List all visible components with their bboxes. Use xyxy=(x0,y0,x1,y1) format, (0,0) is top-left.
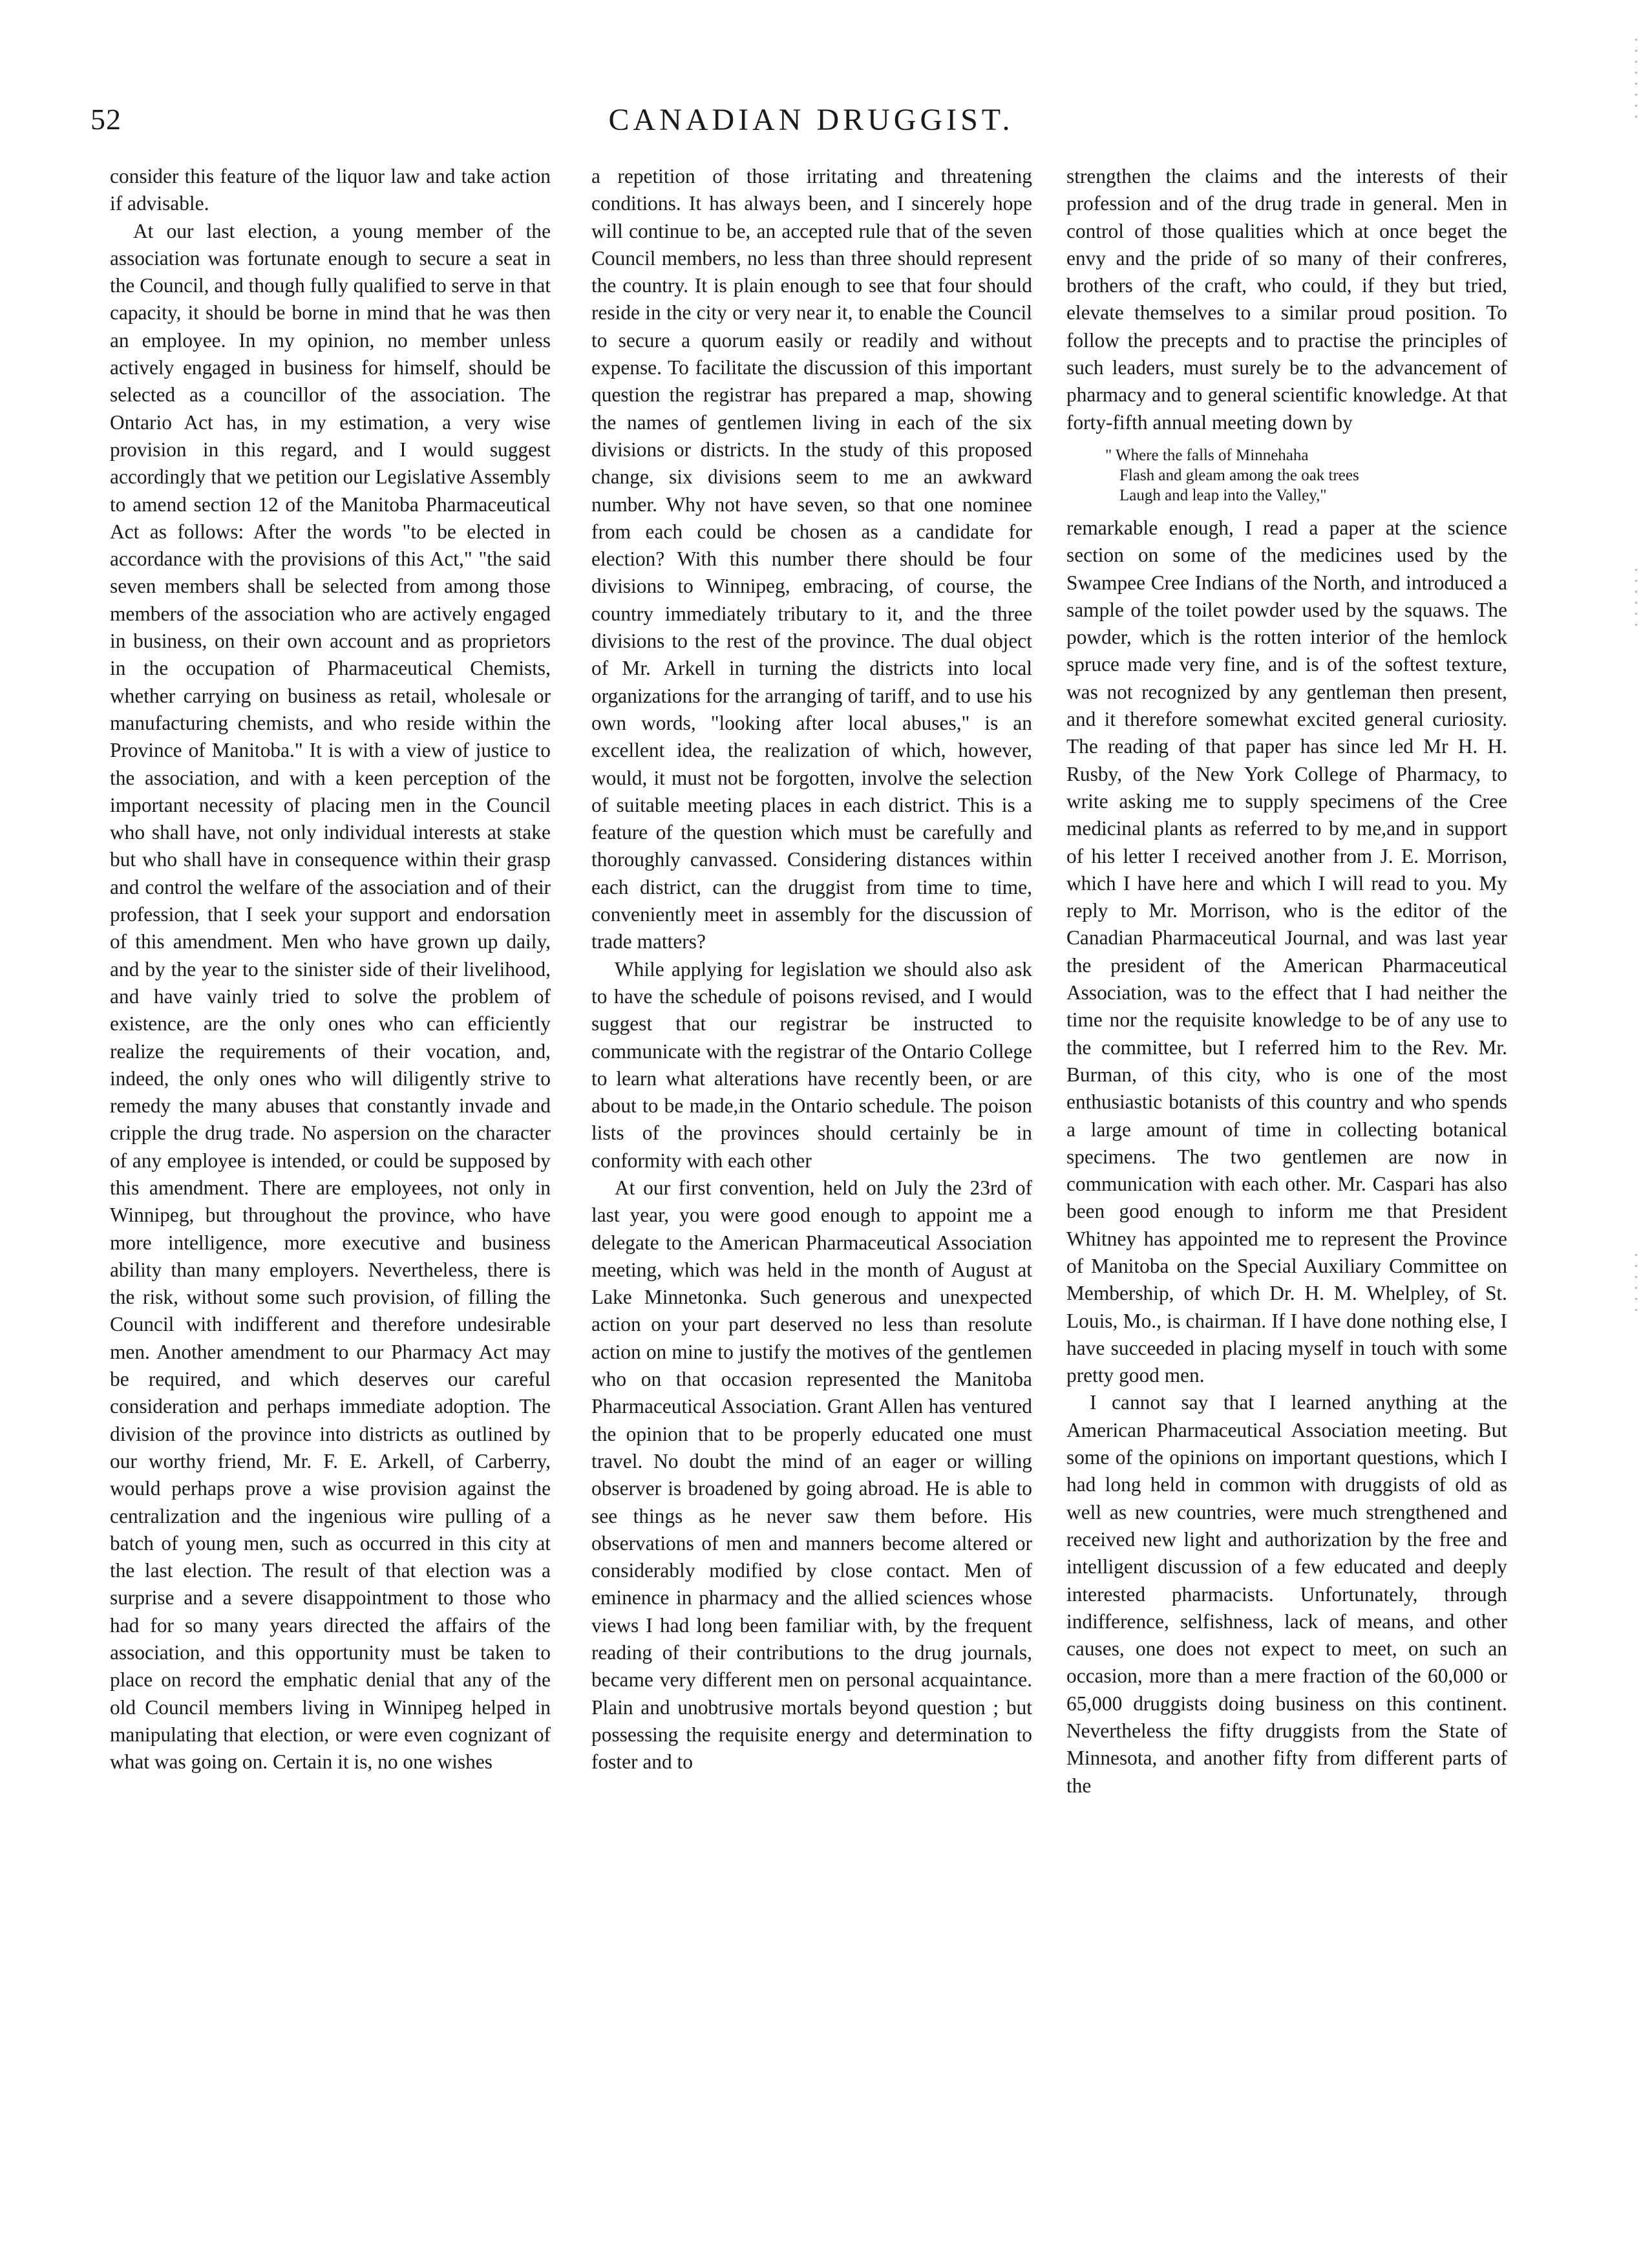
paragraph: strengthen the claims and the interests of their profession and of the drug trade in general. Men in control of those qualities which at once beget the envy and the pride of so many of their confreres, brothers of the craft, who could, if they but tried, elevate themselves to a similar proud position. To follow the precepts and to practise the principles of such leaders, must surely be to the advancement of pharmacy and to general scientific knowledge. At that forty-fifth annual meeting down by xyxy=(1066,165,1507,434)
scan-margin-marks xyxy=(1635,1254,1638,1320)
scan-margin-marks xyxy=(1635,569,1638,635)
page-header xyxy=(90,102,1532,147)
paragraph: At our first convention, held on July the 23rd of last year, you were good enough to appoint me a delegate to the American Pharmaceutical Association meeting, which was held in the month of August at Lake Minnetonka. Such generous and unexpected action on your part deserved no less than resolute action on mine to justify the motives of the gentlemen who on that occasion represented the Manitoba Pharmaceutical Association. Grant Allen has ventured the opinion that to be properly educated one must travel. No doubt the mind of an eager or willing observer is broadened by going abroad. He is able to see things as he never saw them before. His observations of men and manners become altered or considerably modified by close contact. Men of eminence in pharmacy and the allied sciences whose views I had long been familiar with, by the frequent reading of their contributions to the drug journals, became very different men on personal acquaintance. Plain and unobtrusive mortals beyond question ; but possessing the requisite energy and determination to foster and to xyxy=(591,1176,1032,1774)
text-column-2 xyxy=(591,163,1032,1776)
quote-line: " Where the falls of Minnehaha xyxy=(1105,446,1309,464)
text-column-1 xyxy=(110,163,551,1776)
paragraph: I cannot say that I learned anything at the American Pharmaceutical Association meeting. But some of the opinions on important questions, which I had long held in common with druggists of old as well as new countries, were much strengthened and received new light and authorization by the free and intelligent discussion of a few educated and deeply interested pharmacists. Unfortunately, through indifference, selfishness, lack of means, and other causes, one does not expect to meet, on such an occasion, more than a mere fraction of the 60,000 or 65,000 druggists doing business on this continent. Nevertheless the fifty druggists from the State of Minnesota, and another fifty from different parts of the xyxy=(1066,1391,1507,1797)
paragraph: While applying for legislation we should also ask to have the schedule of poisons revised, and I would suggest that our registrar be instructed to communicate with the registrar of the Ontario College to learn what alterations have recently been, or are about to be made,in the Ontario schedule. The poison lists of the provinces should certainly be in conformity with each other xyxy=(591,957,1032,1172)
quote-line: Flash and gleam among the oak trees xyxy=(1119,466,1359,484)
scan-margin-marks xyxy=(1635,39,1638,127)
journal-title: CANADIAN DRUGGIST. xyxy=(608,103,1014,137)
quote-line: Laugh and leap into the Valley," xyxy=(1119,486,1327,504)
page-number: 52 xyxy=(90,103,122,136)
poem-quote xyxy=(1105,445,1507,505)
text-column-3 xyxy=(1066,163,1507,1800)
paragraph: consider this feature of the liquor law and take action if advisable. xyxy=(110,165,551,215)
paragraph: a repetition of those irritating and threatening conditions. It has always been, and I sincerely hope will continue to be, an accepted rule that of the seven Council members, no less than three should represent the country. It is plain enough to see that four should reside in the city or very near it, to enable the Council to secure a quorum easily or readily and without expense. To facilitate the discussion of this important question the registrar has prepared a map, showing the names of gentlemen living in each of the six divisions or districts. In the study of this proposed change, six divisions seem to me an awkward number. Why not have seven, so that one nominee from each could be chosen as a candidate for election? With this number there should be four divisions to Winnipeg, embracing, of course, the country immediately tributary to it, and the three divisions to the rest of the province. The dual object of Mr. Arkell in turning the districts into local organizations for the arranging of tariff, and to use his own words, "looking after local abuses," is an excellent idea, the realization of which, however, would, it must not be forgotten, involve the selection of suitable meeting places in each district. This is a feature of the question which must be carefully and thoroughly canvassed. Considering distances within each district, can the druggist from time to time, conveniently meet in assembly for the discussion of trade matters? xyxy=(591,165,1032,953)
paragraph: remarkable enough, I read a paper at the science section on some of the medicines used by the Swampee Cree Indians of the North, and introduced a sample of the toilet powder used by the squaws. The powder, which is the rotten interior of the hemlock spruce made very fine, and is of the softest texture, was not recognized by any gentleman then present, and it therefore somewhat excited general curiosity. The reading of that paper has since led Mr H. H. Rusby, of the New York College of Pharmacy, to write asking me to supply specimens of the Cree medicinal plants as referred to by me,and in support of his letter I received another from J. E. Morrison, which I have here and which I will read to you. My reply to Mr. Morrison, who is the editor of the Canadian Pharmaceutical Journal, and was last year the president of the American Pharmaceutical Association, was to the effect that I had neither the time nor the requisite knowledge to be of any use to the committee, but I referred him to the Rev. Mr. Burman, of this city, who is one of the most enthusiastic botanists of this country and who spends a large amount of time in collecting botanical specimens. The two gentlemen are now in communication with each other. Mr. Caspari has also been good enough to inform me that President Whitney has appointed me to represent the Province of Manitoba on the Special Auxiliary Committee on Membership, of which Dr. H. M. Whelpley, of St. Louis, Mo., is chairman. If I have done nothing else, I have succeeded in placing myself in touch with some pretty good men. xyxy=(1066,516,1507,1387)
paragraph: At our last election, a young member of the association was fortunate enough to secure a seat in the Council, and though fully qualified to serve in that capacity, it should be borne in mind that he was then an employee. In my opinion, no member unless actively engaged in business for himself, should be selected as a councillor of the association. The Ontario Act has, in my estimation, a very wise provision in this regard, and I would suggest accordingly that we petition our Legislative Assembly to amend section 12 of the Manitoba Pharmaceutical Act as follows: After the words "to be elected in accordance with the provisions of this Act," "the said seven members shall be selected from among those members of the association who are actively engaged in business, on their own account and as proprietors in the occupation of Pharmaceutical Chemists, whether carrying on business as retail, wholesale or manufacturing chemists, and who reside within the Province of Manitoba." It is with a view of justice to the association, and with a keen perception of the important necessity of placing men in the Council who shall have, not only individual interests at stake but who shall have in consequence within their grasp and control the welfare of the association and of their profession, that I seek your support and endorsation of this amendment. Men who have grown up daily, and by the year to the sinister side of their livelihood, and have vainly tried to solve the problem of existence, are the only ones who can efficiently realize the requirements of their vocation, and, indeed, the only ones who will diligently strive to remedy the many abuses that constantly invade and cripple the drug trade. No aspersion on the character of any employee is intended, or could be supposed by this amendment. There are employees, not only in Winnipeg, but throughout the province, who have more intelligence, more executive and business ability than many employers. Nevertheless, there is the risk, without some such provision, of filling the Council with indifferent and therefore undesirable men. Another amendment to our Pharmacy Act may be required, and which deserves our careful consideration and perhaps immediate adoption. The division of the province into districts as outlined by our worthy friend, Mr. F. E. Arkell, of Carberry, would perhaps prove a wise provision against the centralization and the ingenious wire pulling of a batch of young men, such as occurred in this city at the last election. The result of that election was a surprise and a severe disappointment to those who had for so many years directed the affairs of the association, and this opportunity must be taken to place on record the emphatic denial that any of the old Council members living in Winnipeg helped in manipulating that election, or were even cognizant of what was going on. Certain it is, no one wishes xyxy=(110,219,551,1774)
